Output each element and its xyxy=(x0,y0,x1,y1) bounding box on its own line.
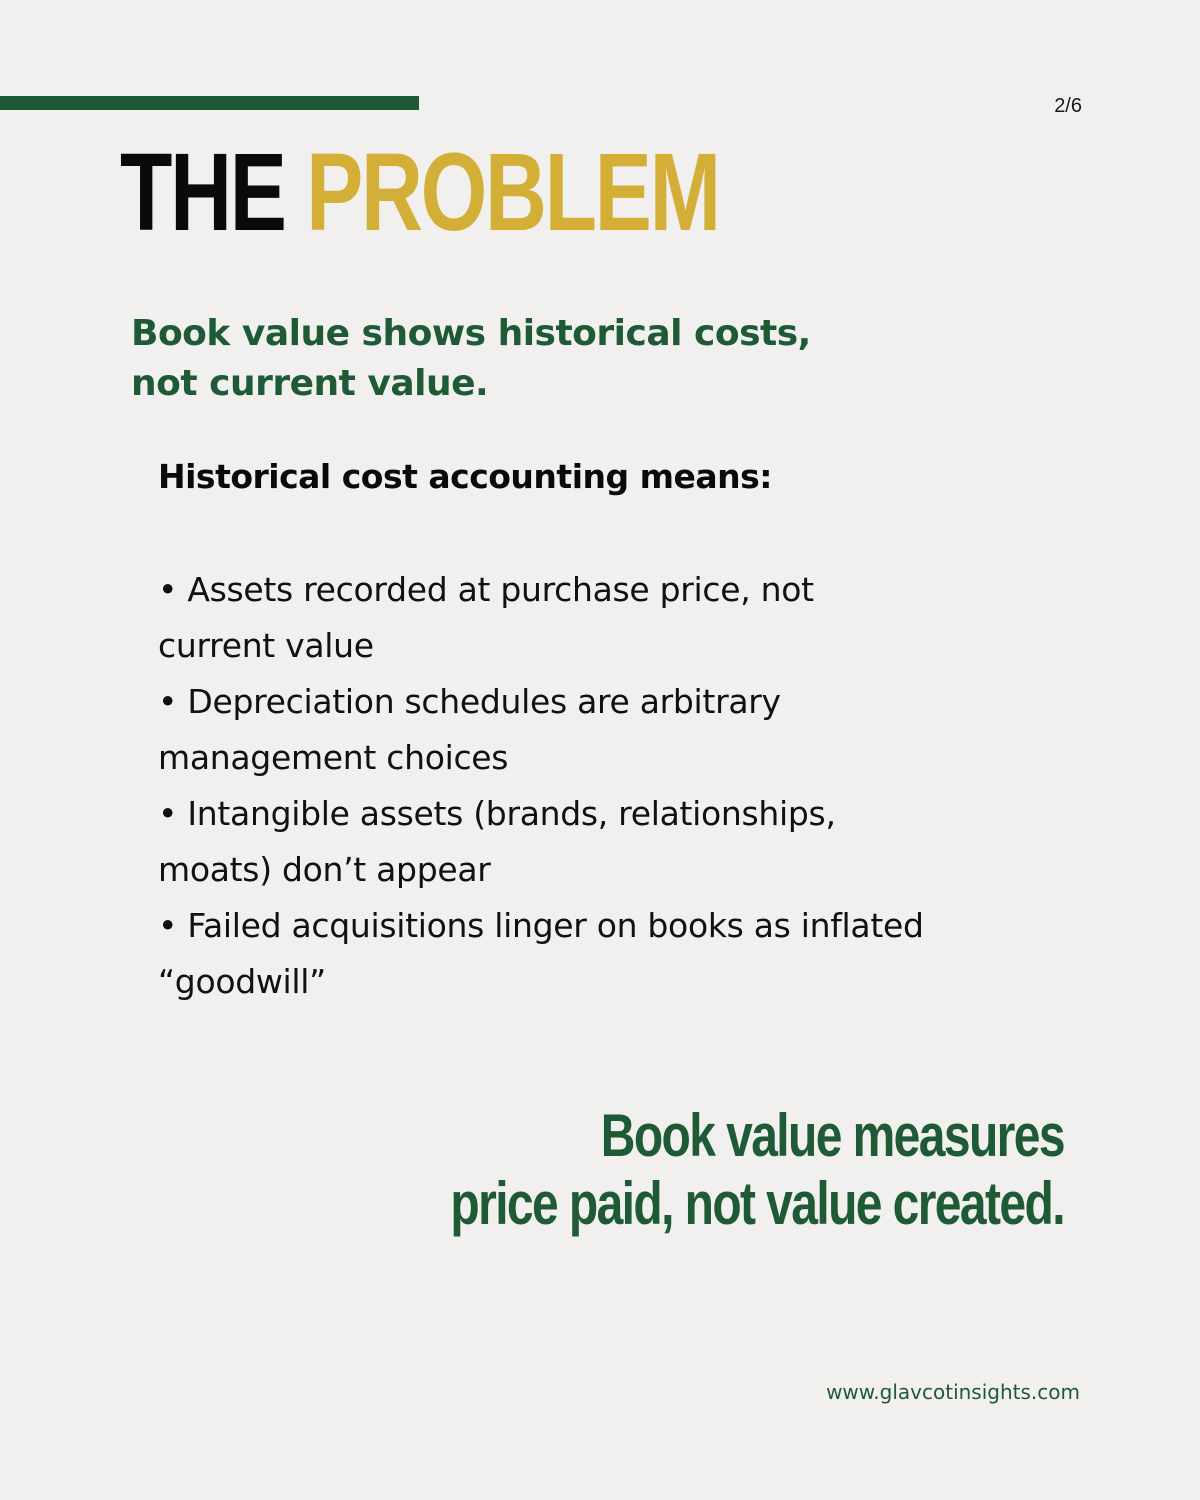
website-url: www.glavcotinsights.com xyxy=(826,1380,1080,1404)
subheadline xyxy=(131,309,1031,409)
headline-word-problem: PROBLEM xyxy=(306,131,719,254)
bullet-item xyxy=(158,786,1058,898)
bullet-item-line-2: “goodwill” xyxy=(158,962,326,1001)
conclusion-line-1: Book value measures xyxy=(600,1102,1064,1169)
conclusion-statement xyxy=(450,1102,1064,1238)
headline-word-the: THE xyxy=(120,131,285,254)
bullet-item-line-2: current value xyxy=(158,626,374,665)
bullet-list xyxy=(158,562,1058,1010)
bullet-item-line-1: • Failed acquisitions linger on books as inflated xyxy=(158,906,924,945)
headline xyxy=(120,128,719,258)
bullet-item xyxy=(158,674,1058,786)
bullet-item-line-1: • Depreciation schedules are arbitrary xyxy=(158,682,781,721)
list-heading: Historical cost accounting means: xyxy=(158,457,772,496)
subheadline-line-1: Book value shows historical costs, xyxy=(131,313,811,354)
top-accent-bar xyxy=(0,96,419,110)
bullet-item-line-1: • Intangible assets (brands, relationships, xyxy=(158,794,836,833)
bullet-item xyxy=(158,562,1058,674)
bullet-item-line-1: • Assets recorded at purchase price, not xyxy=(158,570,814,609)
bullet-item-line-2: moats) don’t appear xyxy=(158,850,491,889)
page-counter: 2/6 xyxy=(1054,95,1082,117)
conclusion-line-2: price paid, not value created. xyxy=(450,1170,1064,1237)
subheadline-line-2: not current value. xyxy=(131,363,489,404)
bullet-item xyxy=(158,898,1058,1010)
bullet-item-line-2: management choices xyxy=(158,738,509,777)
